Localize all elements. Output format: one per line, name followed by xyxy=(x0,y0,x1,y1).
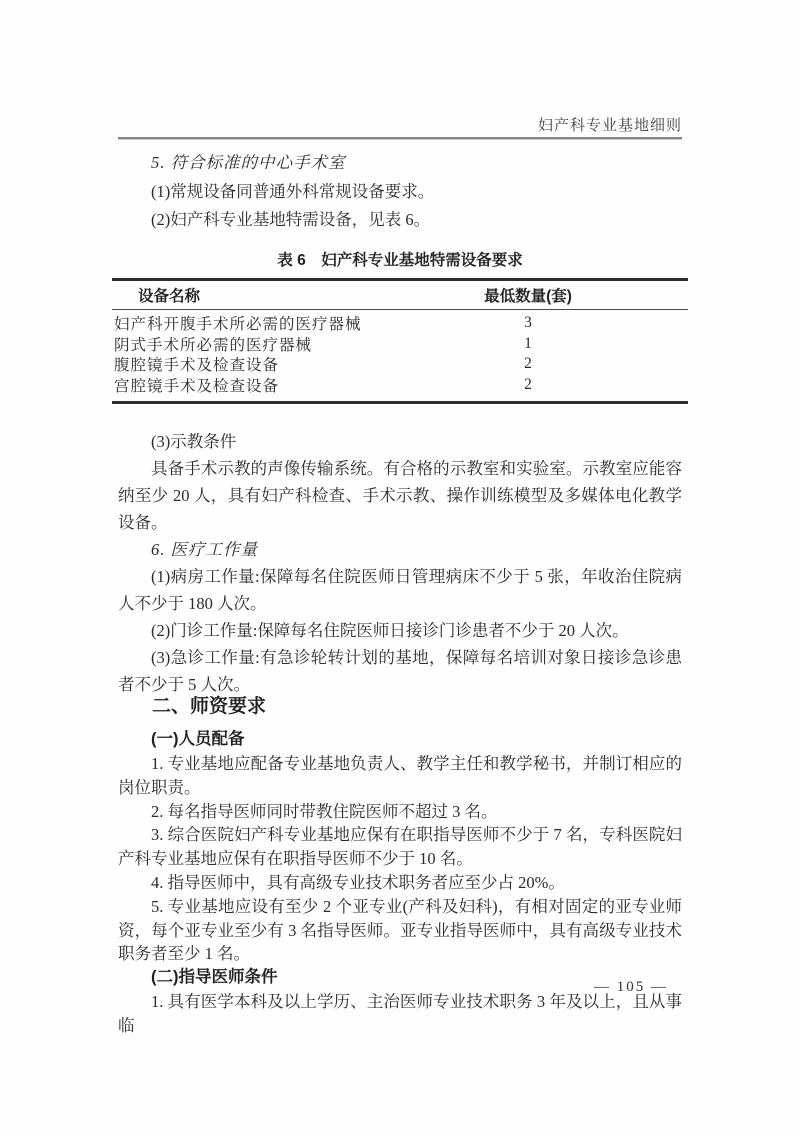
device-name-cell: 妇产科开腹手术所必需的医疗器械 xyxy=(114,316,362,334)
paragraph-item5-operating-room: 5. 符合标准的中心手术室 xyxy=(151,153,346,172)
subsection-heading-staffing: (一)人员配备 xyxy=(151,730,245,749)
paragraph-item6-workload: 6. 医疗工作量 xyxy=(151,540,258,560)
quantity-cell: 2 xyxy=(524,375,532,393)
table-row xyxy=(112,375,688,396)
header-rule xyxy=(118,137,682,140)
device-name-cell: 阴式手术所必需的医疗器械 xyxy=(114,336,313,354)
subsection-heading-supervisor-criteria: (二)指导医师条件 xyxy=(151,968,278,987)
body-flow xyxy=(114,149,682,1038)
quantity-cell: 3 xyxy=(524,314,532,332)
quantity-cell: 2 xyxy=(524,355,532,373)
quantity-cell: 1 xyxy=(524,334,532,352)
paragraph-staffing-3: 3. 综合医院妇产科专业基地应保有在职指导医师不少于 7 名，专科医院妇产科专业基地应保有在职指导医师不少于 10 名。 xyxy=(118,825,682,869)
paragraph-demo-conditions-heading: (3)示教条件 xyxy=(151,432,237,452)
paragraph-demo-conditions-body: 具备手术示教的声像传输系统。有合格的示教室和实验室。示教室应能容纳至少 20 人，具有妇产科检查、手术示教、操作训练模型及多媒体电化教学设备。 xyxy=(118,459,682,533)
table-body xyxy=(112,310,688,401)
table6-block xyxy=(114,250,682,404)
table-row xyxy=(112,313,688,334)
column-header-device-name: 设备名称 xyxy=(138,287,201,305)
column-header-min-quantity: 最低数量(套) xyxy=(484,287,572,305)
table-row xyxy=(112,333,688,354)
paragraph-special-equipment: (2)妇产科专业基地特需设备，见表 6。 xyxy=(151,210,431,230)
running-head: 妇产科专业基地细则 xyxy=(537,118,682,134)
section-heading-faculty-requirements: 二、师资要求 xyxy=(152,696,267,718)
device-name-cell: 宫腔镜手术及检查设备 xyxy=(114,377,280,395)
paragraph-staffing-2: 2. 每名指导医师同时带教住院医师不超过 3 名。 xyxy=(151,801,498,821)
paragraph-emergency-workload: (3)急诊工作量:有急诊轮转计划的基地，保障每名培训对象日接诊急诊患者不少于 5 人次。 xyxy=(118,648,682,695)
table-row xyxy=(112,354,688,375)
table6 xyxy=(112,278,688,404)
medical-workload-block xyxy=(118,428,682,698)
paragraph-supervisor-1: 1. 具有医学本科及以上学历、主治医师专业技术职务 3 年及以上，且从事临 xyxy=(118,991,682,1035)
paragraph-staffing-1: 1. 专业基地应配备专业基地负责人、教学主任和教学秘书，并制订相应的岗位职责。 xyxy=(118,753,682,797)
paragraph-ward-workload: (1)病房工作量:保障每名住院医师日管理病床不少于 5 张，年收治住院病人不少于 180 人次。 xyxy=(118,567,682,614)
table6-title: 表 6 妇产科专业基地特需设备要求 xyxy=(277,251,523,269)
table-header-row xyxy=(112,281,688,310)
device-name-cell: 腹腔镜手术及检查设备 xyxy=(114,357,280,375)
page-number: — 105 — xyxy=(594,979,668,995)
paragraph-outpatient-workload: (2)门诊工作量:保障每名住院医师日接诊门诊患者不少于 20 人次。 xyxy=(151,621,629,641)
paragraph-regular-equipment: (1)常规设备同普通外科常规设备要求。 xyxy=(151,181,435,201)
paragraph-staffing-5: 5. 专业基地应设有至少 2 个亚专业(产科及妇科)，有相对固定的亚专业师资，每个亚专业至少有 3 名指导医师。亚专业指导医师中，具有高级专业技术职务者至少 1 名。 xyxy=(118,896,682,964)
paragraph-staffing-4: 4. 指导医师中，具有高级专业技术职务者应至少占 20%。 xyxy=(151,872,565,892)
